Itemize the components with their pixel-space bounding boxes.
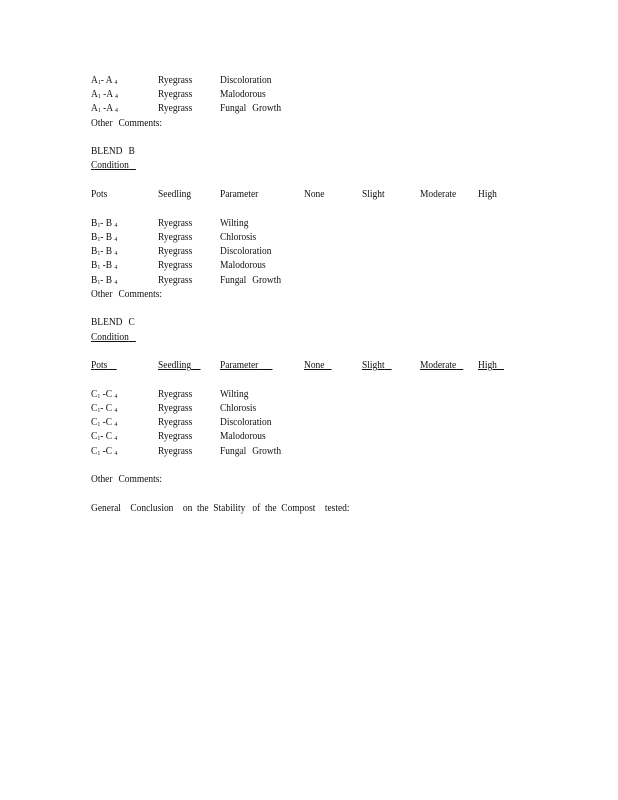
header-parameter: Parameter (220, 189, 259, 200)
header-parameter: Parameter (220, 360, 259, 371)
parameter-cell: Discoloration (220, 246, 272, 257)
parameter-cell: Discoloration (220, 75, 272, 86)
pots-cell: $C_1$ -C $_4$ (91, 446, 118, 457)
pots-cell: $C_1-$ C $_4$ (91, 403, 118, 414)
seedling-cell: Ryegrass (158, 275, 193, 286)
header-high: High (478, 189, 497, 200)
pots-cell: $B_1-$ B $_4$ (91, 232, 118, 243)
parameter-cell: Wilting (220, 218, 249, 229)
pots-cell: $B_1-$ B $_4$ (91, 218, 118, 229)
header-slight: Slight (362, 189, 385, 200)
header-slight: Slight (362, 360, 385, 371)
seedling-cell: Ryegrass (158, 246, 193, 257)
parameter-cell: Malodorous (220, 89, 266, 100)
pots-cell: $B_1$ -B $_4$ (91, 260, 118, 271)
pots-cell: $C_1$ -C $_4$ (91, 389, 118, 400)
parameter-cell: Discoloration (220, 417, 272, 428)
seedling-cell: Ryegrass (158, 89, 193, 100)
header-pots: Pots (91, 189, 108, 200)
parameter-cell: Fungal Growth (220, 446, 282, 457)
header-moderate: Moderate (420, 360, 457, 371)
seedling-cell: Ryegrass (158, 389, 193, 400)
parameter-cell: Malodorous (220, 431, 266, 442)
seedling-cell: Ryegrass (158, 260, 193, 271)
header-none: None (304, 189, 325, 200)
pots-cell: $A_1-$ A $_4$ (91, 75, 118, 86)
blend-c-condition: Condition (91, 332, 129, 343)
parameter-cell: Wilting (220, 389, 249, 400)
parameter-cell: Chlorosis (220, 403, 257, 414)
seedling-cell: Ryegrass (158, 103, 193, 114)
seedling-cell: Ryegrass (158, 446, 193, 457)
seedling-cell: Ryegrass (158, 417, 193, 428)
parameter-cell: Fungal Growth (220, 103, 282, 114)
header-high: High (478, 360, 497, 371)
parameter-cell: Fungal Growth (220, 275, 282, 286)
seedling-cell: Ryegrass (158, 218, 193, 229)
header-pots: Pots (91, 360, 108, 371)
seedling-cell: Ryegrass (158, 403, 193, 414)
parameter-cell: Chlorosis (220, 232, 257, 243)
pots-cell: $B_1-$ B $_4$ (91, 246, 118, 257)
pots-cell: $A_1$ -A $_4$ (91, 103, 118, 114)
pots-cell: $C_1$ -C $_4$ (91, 417, 118, 428)
header-moderate: Moderate (420, 189, 457, 200)
pots-cell: $A_1$ -A $_4$ (91, 89, 118, 100)
header-none: None (304, 360, 325, 371)
other-comments: Other Comments: (91, 474, 163, 485)
blend-c-title: BLEND C (91, 317, 135, 328)
seedling-cell: Ryegrass (158, 431, 193, 442)
seedling-cell: Ryegrass (158, 232, 193, 243)
parameter-cell: Malodorous (220, 260, 266, 271)
other-comments: Other Comments: (91, 289, 163, 300)
pots-cell: $B_1-$ B $_4$ (91, 275, 118, 286)
other-comments: Other Comments: (91, 118, 163, 129)
blend-b-condition: Condition (91, 160, 129, 171)
seedling-cell: Ryegrass (158, 75, 193, 86)
pots-cell: $C_1-$ C $_4$ (91, 431, 118, 442)
general-conclusion: General Conclusion on the Stability of the Compost tested: (91, 503, 350, 514)
header-seedling: Seedling (158, 360, 192, 371)
header-seedling: Seedling (158, 189, 192, 200)
blend-b-title: BLEND B (91, 146, 135, 157)
